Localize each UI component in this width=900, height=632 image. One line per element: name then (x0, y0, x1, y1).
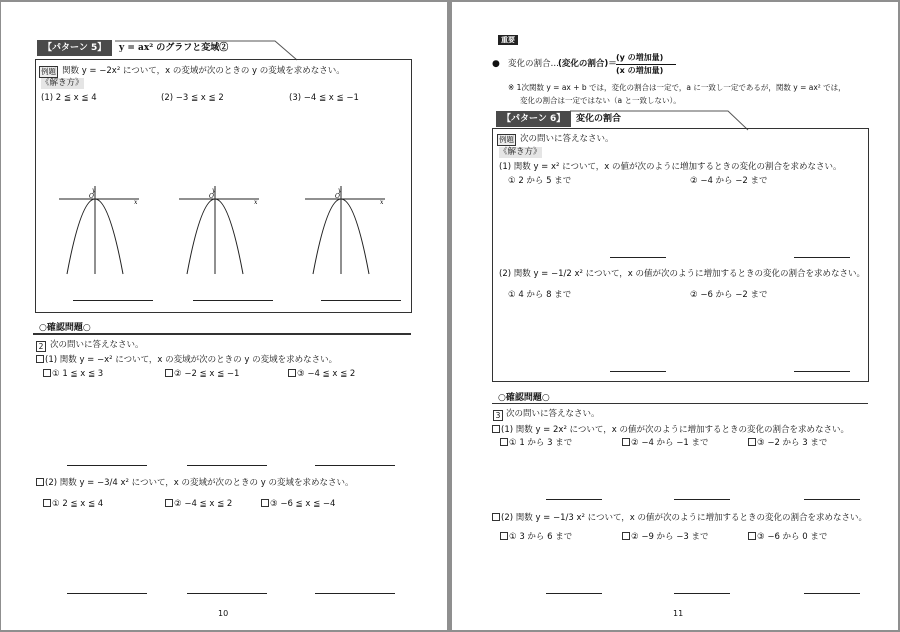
confirm-instruction: 次の問いに答えなさい。 (50, 340, 144, 350)
checkbox[interactable] (748, 532, 756, 540)
svg-text:O: O (335, 193, 340, 200)
answer-blank[interactable] (794, 257, 850, 258)
pattern-5-title: y = ax² のグラフと変域② (119, 43, 229, 53)
checkbox[interactable] (492, 425, 500, 433)
checkbox[interactable] (748, 438, 756, 446)
confirm-instruction: 次の問いに答えなさい。 (506, 409, 600, 419)
answer-blank[interactable] (804, 499, 860, 500)
rate-def-prefix: 変化の割合… (508, 59, 560, 69)
answer-blank[interactable] (674, 593, 730, 594)
parabola-graph-1 (55, 182, 145, 277)
q2-item-3: ③ −6 から 0 まで (757, 532, 828, 542)
page-number: 11 (673, 609, 684, 618)
method-label: 《解き方》 (499, 147, 542, 157)
page-number: 10 (218, 609, 229, 618)
answer-blank[interactable] (321, 300, 401, 301)
checkbox[interactable] (622, 532, 630, 540)
svg-text:y: y (212, 187, 216, 194)
svg-text:x: x (380, 199, 384, 206)
answer-blank[interactable] (73, 300, 153, 301)
pattern-5-label: 【パターン 5】 (37, 40, 112, 56)
checkbox[interactable] (622, 438, 630, 446)
note-line-2: 変化の割合は一定ではない（a と一致しない）。 (520, 96, 681, 105)
ex-q2-item-2: ② −6 から −2 まで (690, 290, 768, 300)
svg-text:x: x (254, 199, 258, 206)
answer-blank[interactable] (610, 371, 666, 372)
confirm-title: ○確認問題○ (39, 323, 91, 333)
q1-item-2: ② −2 ≦ x ≦ −1 (174, 369, 240, 379)
q1-item-3: ③ −2 から 3 まで (757, 438, 828, 448)
divider (33, 333, 411, 335)
method-label: 《解き方》 (41, 78, 84, 88)
checkbox[interactable] (261, 499, 269, 507)
q2-item-2: ② −4 ≦ x ≦ 2 (174, 499, 233, 509)
checkbox[interactable] (500, 532, 508, 540)
note-line-1: ※ 1次関数 y = ax + b では，変化の割合は一定で，a に一致し一定であるが，関数 y = ax² では， (508, 83, 846, 92)
example-text: 関数 y = −2x² について，x の変域が次のときの y の変域を求めなさい。 (62, 66, 345, 76)
answer-blank[interactable] (546, 593, 602, 594)
q1-item-1: ① 1 から 3 まで (509, 438, 573, 448)
q2-text: (2) 関数 y = −1/3 x² について，x の値が次のように増加するときの変化の割合を求めなさい。 (501, 513, 868, 523)
q1-item-2: ② −4 から −1 まで (631, 438, 709, 448)
important-tag: 重要 (498, 35, 518, 45)
rate-numerator: (y の増加量) (616, 53, 664, 62)
answer-blank[interactable] (315, 465, 395, 466)
answer-blank[interactable] (187, 465, 267, 466)
page-10 (1, 2, 447, 630)
q1-item-1: ① 1 ≦ x ≦ 3 (52, 369, 104, 379)
q2-item-1: ① 3 から 6 まで (509, 532, 573, 542)
q1-text: (1) 関数 y = −x² について，x の変域が次のときの y の変域を求めなさい。 (45, 355, 338, 365)
question-number: 2 (36, 341, 46, 352)
svg-text:y: y (338, 187, 342, 194)
parabola-graph-2 (175, 182, 265, 277)
confirm-title: ○確認問題○ (498, 393, 550, 403)
ex-q2-item-1: ① 4 から 8 まで (508, 290, 572, 300)
q1-text: (1) 関数 y = 2x² について，x の値が次のように増加するときの変化の割合を求めなさい。 (501, 425, 849, 435)
checkbox[interactable] (288, 369, 296, 377)
example-item-3: (3) −4 ≦ x ≦ −1 (289, 93, 359, 103)
svg-text:x: x (134, 199, 138, 206)
question-number: 3 (493, 410, 503, 421)
pattern-6-label: 【パターン 6】 (496, 111, 571, 127)
svg-text:O: O (89, 193, 94, 200)
example-item-2: (2) −3 ≦ x ≦ 2 (161, 93, 224, 103)
answer-blank[interactable] (794, 371, 850, 372)
checkbox[interactable] (43, 499, 51, 507)
q2-item-1: ① 2 ≦ x ≦ 4 (52, 499, 104, 509)
q2-text: (2) 関数 y = −3/4 x² について，x の変域が次のときの y の変域を求めなさい。 (45, 478, 354, 488)
rate-denominator: (x の増加量) (616, 66, 664, 75)
answer-blank[interactable] (315, 593, 395, 594)
bullet-icon: ● (492, 59, 500, 69)
answer-blank[interactable] (804, 593, 860, 594)
answer-blank[interactable] (67, 593, 147, 594)
parabola-graph-3 (301, 182, 391, 277)
checkbox[interactable] (492, 513, 500, 521)
example-text: 次の問いに答えなさい。 (520, 134, 614, 144)
answer-blank[interactable] (193, 300, 273, 301)
answer-blank[interactable] (67, 465, 147, 466)
svg-text:O: O (209, 193, 214, 200)
example-tag: 例題 (41, 67, 56, 76)
checkbox[interactable] (165, 369, 173, 377)
checkbox[interactable] (36, 478, 44, 486)
page-11 (452, 2, 898, 630)
answer-blank[interactable] (674, 499, 730, 500)
checkbox[interactable] (500, 438, 508, 446)
checkbox[interactable] (36, 355, 44, 363)
example-item-1: (1) 2 ≦ x ≦ 4 (41, 93, 97, 103)
answer-blank[interactable] (610, 257, 666, 258)
ex-q1-text: (1) 関数 y = x² について，x の値が次のように増加するときの変化の割合を求めなさい。 (499, 162, 842, 172)
q1-item-3: ③ −4 ≦ x ≦ 2 (297, 369, 356, 379)
answer-blank[interactable] (187, 593, 267, 594)
pattern-6-title: 変化の割合 (576, 114, 622, 124)
rate-def-main: (変化の割合)＝ (558, 59, 617, 69)
ex-q1-item-2: ② −4 から −2 まで (690, 176, 768, 186)
divider (492, 403, 868, 404)
answer-blank[interactable] (546, 499, 602, 500)
q2-item-2: ② −9 から −3 まで (631, 532, 709, 542)
ex-q1-item-1: ① 2 から 5 まで (508, 176, 572, 186)
example-tag: 例題 (499, 135, 514, 144)
ex-q2-text: (2) 関数 y = −1/2 x² について，x の値が次のように増加するときの変化の割合を求めなさい。 (499, 269, 866, 279)
checkbox[interactable] (43, 369, 51, 377)
checkbox[interactable] (165, 499, 173, 507)
svg-text:y: y (92, 187, 96, 194)
q2-item-3: ③ −6 ≦ x ≦ −4 (270, 499, 336, 509)
